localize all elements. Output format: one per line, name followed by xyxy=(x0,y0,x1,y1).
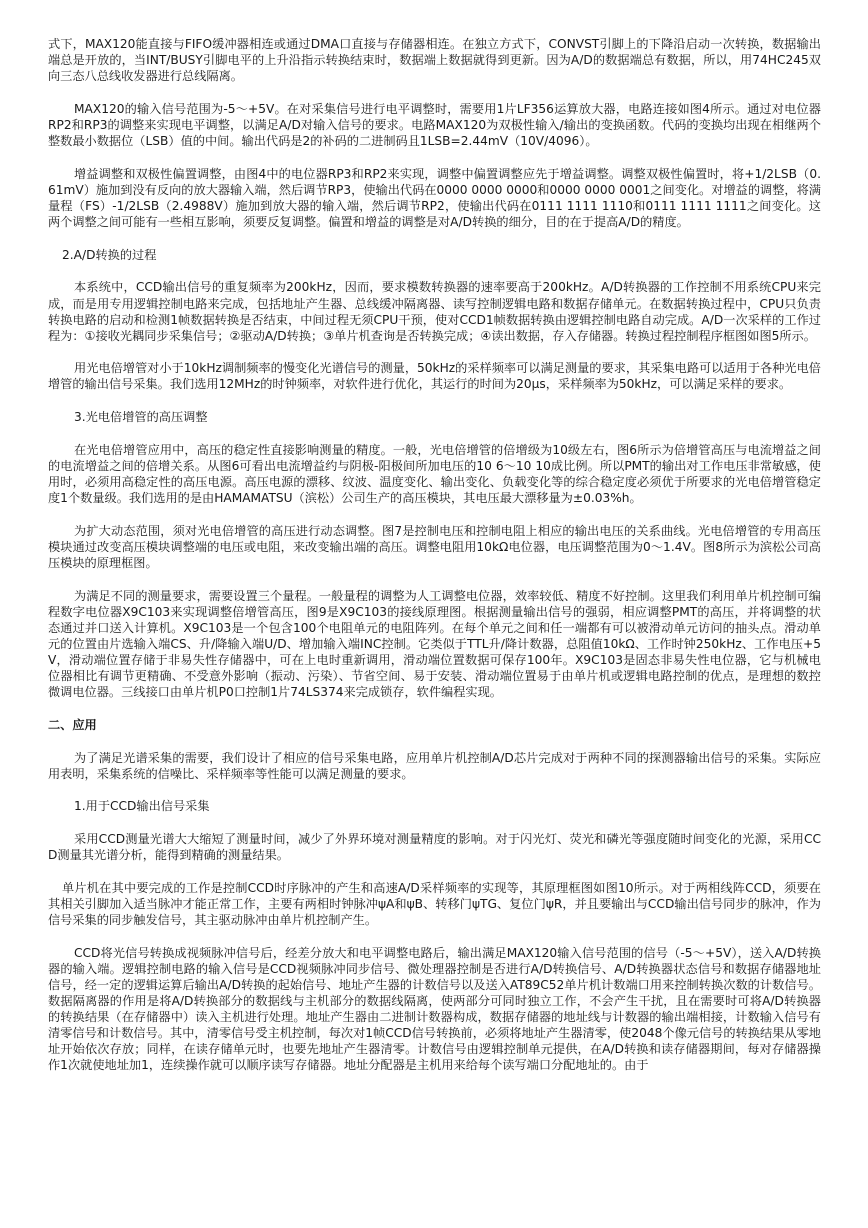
section-heading-application: 二、应用 xyxy=(48,717,97,732)
subheading-pmt-high-voltage: 3.光电倍增管的高压调整 xyxy=(74,410,208,425)
paragraph-gain-bias-adjust: 增益调整和双极性偏置调整，由图4中的电位器RP3和RP2来实现，调整中偏置调整应先于增益调整。调整双极性偏置时，将+1/2LSB（0.61mV）施加到没有反向的放大器输入端，然后调节RP3，使输出代码在0000 0000 0000和0000 0000 0001之间变化。对增益的调整，将满量程（FS）-1/2LSB（2.4988V）施加到放大器的输入端，然后调节RP2，使输出代码在0111 1111 1110和0111 1111 1111之间变化。这两个调整之间可能有一些相互影响，须要反复调整。偏置和增益的调整是对A/D转换的细分，目的在于提高A/D的精度。 xyxy=(48,166,821,230)
paragraph-digital-potentiometer: 为满足不同的测量要求，需要设置三个量程。一般量程的调整为人工调整电位器，效率较低、精度不好控制。这里我们利用单片机控制可编程数字电位器X9C103来实现调整倍增管高压，图9是X9C103的接线原理图。根据测量输出信号的强弱，相应调整PMT的高压，并将调整的状态通过并口送入计算机。X9C103是一个包含100个电阻单元的电阻阵列。在每个单元之间和任一端都有可以被滑动单元访问的抽头点。滑动单元的位置由片选输入端CS、升/降输入端U/D、增加输入端INC控制。它类似于TTL升/降计数器，总阻值10kΩ、工作时钟250kHz、工作电压+5V，滑动端位置存储于非易失性存储器中，可在上电时重新调用，滑动端位置数据可保存100年。X9C103是固态非易失性电位器，它与机械电位器相比有调节更精确、不受意外影响（振动、污染）、节省空间、易于安装、滑动端位置易于由单片机或逻辑电路控制的优点，是理想的数控微调电位器。三线接口由单片机P0口控制1片74LS374来完成锁存，软件编程实现。 xyxy=(48,588,821,700)
paragraph-sampling-rate: 用光电倍增管对小于10kHz调制频率的慢变化光谱信号的测量，50kHz的采样频率可以满足测量的要求，其采集电路可以适用于各种光电倍增管的输出信号采集。我们选用12MHz的时钟频率，对软件进行优化，其运行的时间为20μs，采样频率为50kHz，可以满足采样的要求。 xyxy=(48,361,821,392)
paragraph-mcu-ccd-timing: 单片机在其中要完成的工作是控制CCD时序脉冲的产生和高速A/D采样频率的实现等，其原理框图如图10所示。对于两相线阵CCD，须要在其相关引脚加入适当脉冲才能正常工作，主要有两相时钟脉冲ψA和ψB、转移门ψTG、复位门ψR，并且要输出与CCD输出信号同步的脉冲，作为信号采集的同步触发信号，其主驱动脉冲由单片机控制产生。 xyxy=(48,880,821,928)
paragraph-input-range: MAX120的输入信号范围为-5～+5V。在对采集信号进行电平调整时，需要用1片LF356运算放大器，电路连接如图4所示。通过对电位器RP2和RP3的调整来实现电平调整，以满足A/D对输入信号的要求。电路MAX120为双极性输入/输出的变换函数。代码的变换均出现在相继两个整数最小数据位（LSB）值的中间。输出代码是2的补码的二进制码且1LSB=2.44mV（10V/4096）。 xyxy=(48,101,821,149)
subheading-ccd-acquisition: 1.用于CCD输出信号采集 xyxy=(74,799,210,814)
paragraph-adc-interface: 式下，MAX120能直接与FIFO缓冲器相连或通过DMA口直接与存储器相连。在独立方式下，CONVST引脚上的下降沿启动一次转换，数据输出端总是开放的，当INT/BUSY引脚电平的上升沿指示转换结束时，数据端上数据就得到更新。因为A/D的数据端总有数据，所以，用74HC245双向三态八总线收发器进行总线隔离。 xyxy=(48,37,821,84)
paragraph-dynamic-range: 为扩大动态范围，须对光电倍增管的高压进行动态调整。图7是控制电压和控制电阻上相应的输出电压的关系曲线。光电倍增管的专用高压模块通过改变高压模块调整端的电压或电阻，来改变输出端的高压。调整电阻用10kΩ电位器，电压调整范围为0～1.4V。图8所示为滨松公司高压模块的原理框图。 xyxy=(48,523,821,570)
paragraph-ccd-measurement: 采用CCD测量光谱大大缩短了测量时间，减少了外界环境对测量精度的影响。对于闪光灯、荧光和磷光等强度随时间变化的光源，采用CCD测量其光谱分析，能得到精确的测量结果。 xyxy=(48,832,821,863)
subheading-ad-process: 2.A/D转换的过程 xyxy=(62,247,157,262)
paragraph-application-intro: 为了满足光谱采集的需要，我们设计了相应的信号采集电路，应用单片机控制A/D芯片完成对于两种不同的探测器输出信号的采集。实际应用表明，采集系统的信噪比、采样频率等性能可以满足测量的要求。 xyxy=(48,750,821,781)
paragraph-ccd-signal-path: CCD将光信号转换成视频脉冲信号后，经差分放大和电平调整电路后，输出满足MAX120输入信号范围的信号（-5～+5V），送入A/D转换器的输入端。逻辑控制电路的输入信号是CCD视频脉冲同步信号、微处理器控制是否进行A/D转换信号、A/D转换器状态信号和数据存储器地址信号，经一定的逻辑运算后输出A/D转换的起始信号、地址产生器的计数信号以及送入AT89C52单片机计数端口用来控制转换次数的计数信号。数据隔离器的作用是将A/D转换部分的数据线与主机部分的数据线隔离，使两部分可同时独立工作，不会产生干扰，且在需要时可将A/D转换器的转换结果（在存储器中）读入主机进行处理。地址产生器由二进制计数器构成，数据存储器的地址线与计数器的输出端相接，计数输入信号有清零信号和计数信号。其中，清零信号受主机控制，每次对1帧CCD信号转换前，必须将地址产生器清零，使2048个像元信号的转换结果从零地址开始依次存放；同样，在读存储单元时，也要先地址产生器清零。计数信号由逻辑控制单元提供，在A/D转换和读存储器期间，每对存储器操作1次就使地址加1，连续操作就可以顺序读写存储器。地址分配器是主机用来给每个读写端口分配地址的。由于 xyxy=(48,945,821,1073)
paragraph-ad-process: 本系统中，CCD输出信号的重复频率为200kHz，因而，要求模数转换器的速率要高于200kHz。A/D转换器的工作控制不用系统CPU来完成，而是用专用逻辑控制电路来完成，包括地址产生器、总线缓冲隔离器、读写控制逻辑电路和数据存储单元。在数据转换过程中，CPU只负责转换电路的启动和检测1帧数据转换是否结束，中间过程无须CPU干预，使对CCD1帧数据转换由逻辑控制电路自动完成。A/D一次采样的工作过程为：①接收光耦同步采集信号；②驱动A/D转换；③单片机查询是否转换完成；④读出数据，存入存储器。转换过程控制程序框图如图5所示。 xyxy=(48,280,821,343)
article-body xyxy=(48,36,821,1074)
paragraph-pmt-stability: 在光电倍增管应用中，高压的稳定性直接影响测量的精度。一般，光电倍增管的倍增级为10级左右，图6所示为倍增管高压与电流增益之间的电流增益之间的倍增关系。从图6可看出电流增益约与阴极-阳极间所加电压的10 6～10 10成比例。所以PMT的输出对工作电压非常敏感，使用时，必须用高稳定性的高压电源。高压电源的漂移、纹波、温度变化、输出变化、负载变化等的综合稳定度必须优于所要求的光电倍增管稳定度1个数量级。我们选用的是由HAMAMATSU（滨松）公司生产的高压模块，其电压最大漂移量为±0.03%h。 xyxy=(48,442,821,506)
